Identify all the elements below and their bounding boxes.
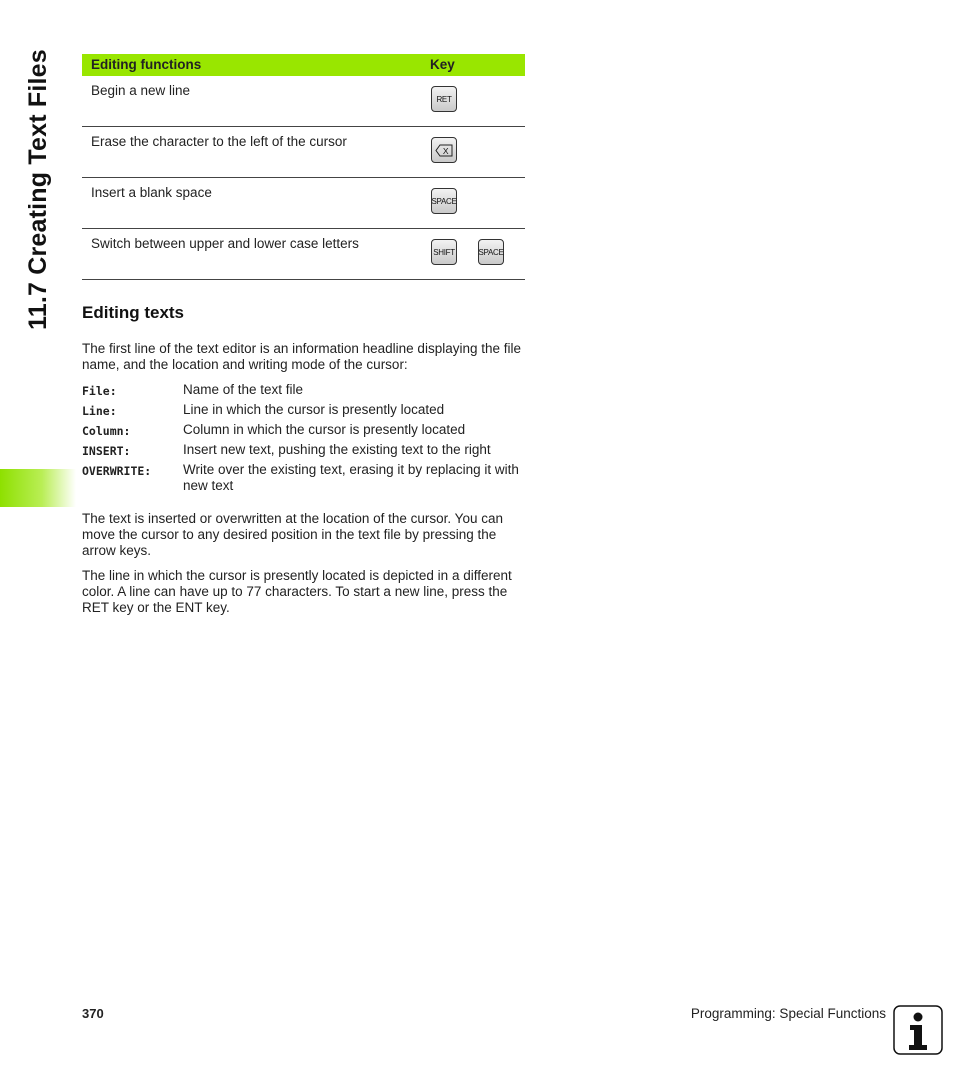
- key-cell: [421, 178, 525, 229]
- key-cell: [421, 76, 525, 127]
- backspace-key: [431, 137, 457, 163]
- header-editing-functions: Editing functions: [82, 54, 421, 76]
- table-header-row: [82, 54, 525, 76]
- definition-term: File:: [82, 384, 117, 398]
- info-icon: [893, 1005, 943, 1055]
- table-row: [82, 127, 525, 178]
- definition-row: [82, 422, 525, 439]
- space-key: SPACE: [431, 188, 457, 214]
- function-desc: Switch between upper and lower case letters: [82, 229, 421, 280]
- section-heading: Editing texts: [82, 303, 185, 322]
- definition-desc: Column in which the cursor is presently located: [183, 422, 466, 437]
- key-cell: [421, 229, 525, 280]
- definition-desc: Write over the existing text, erasing it by replacing it with new text: [183, 462, 519, 493]
- definition-row: [82, 402, 525, 419]
- backspace-icon: [435, 144, 453, 157]
- page-content: [82, 54, 525, 625]
- definition-term: Line:: [82, 404, 117, 418]
- definition-list: [82, 382, 525, 494]
- definition-desc: Name of the text file: [183, 382, 304, 397]
- key-cell: [421, 127, 525, 178]
- definition-desc: Insert new text, pushing the existing text to the right: [183, 442, 491, 457]
- definition-row: [82, 462, 525, 494]
- table-row: [82, 178, 525, 229]
- intro-paragraph: The first line of the text editor is an information headline displaying the file name, and the location and writing mode of the cursor:: [82, 341, 521, 372]
- space-key: SPACE: [478, 239, 504, 265]
- function-desc: Insert a blank space: [82, 178, 421, 229]
- section-title-vertical: 11.7 Creating Text Files: [24, 49, 52, 330]
- body-paragraph: The text is inserted or overwritten at the location of the cursor. You can move the cursor to any desired position in the text file by pressing the arrow keys.: [82, 511, 503, 558]
- function-desc: Erase the character to the left of the cursor: [82, 127, 421, 178]
- table-row: [82, 229, 525, 280]
- body-paragraph: The line in which the cursor is presently located is depicted in a different color. A line can have up to 77 characters. To start a new line, press the RET key or the ENT key.: [82, 568, 512, 615]
- definition-term: OVERWRITE:: [82, 464, 152, 478]
- chapter-name: Programming: Special Functions: [690, 1006, 886, 1021]
- page-number: 370: [82, 1006, 104, 1021]
- header-key: Key: [421, 54, 525, 76]
- svg-text:X: X: [442, 145, 449, 156]
- definition-term: Column:: [82, 424, 131, 438]
- definition-row: [82, 382, 525, 399]
- editing-functions-table: [82, 54, 525, 280]
- table-row: [82, 76, 525, 127]
- definition-row: [82, 442, 525, 459]
- definition-desc: Line in which the cursor is presently located: [183, 402, 445, 417]
- ret-key: RET: [431, 86, 457, 112]
- function-desc: Begin a new line: [82, 76, 421, 127]
- definition-term: INSERT:: [82, 444, 131, 458]
- chapter-tab: [0, 469, 76, 507]
- shift-key: SHIFT: [431, 239, 457, 265]
